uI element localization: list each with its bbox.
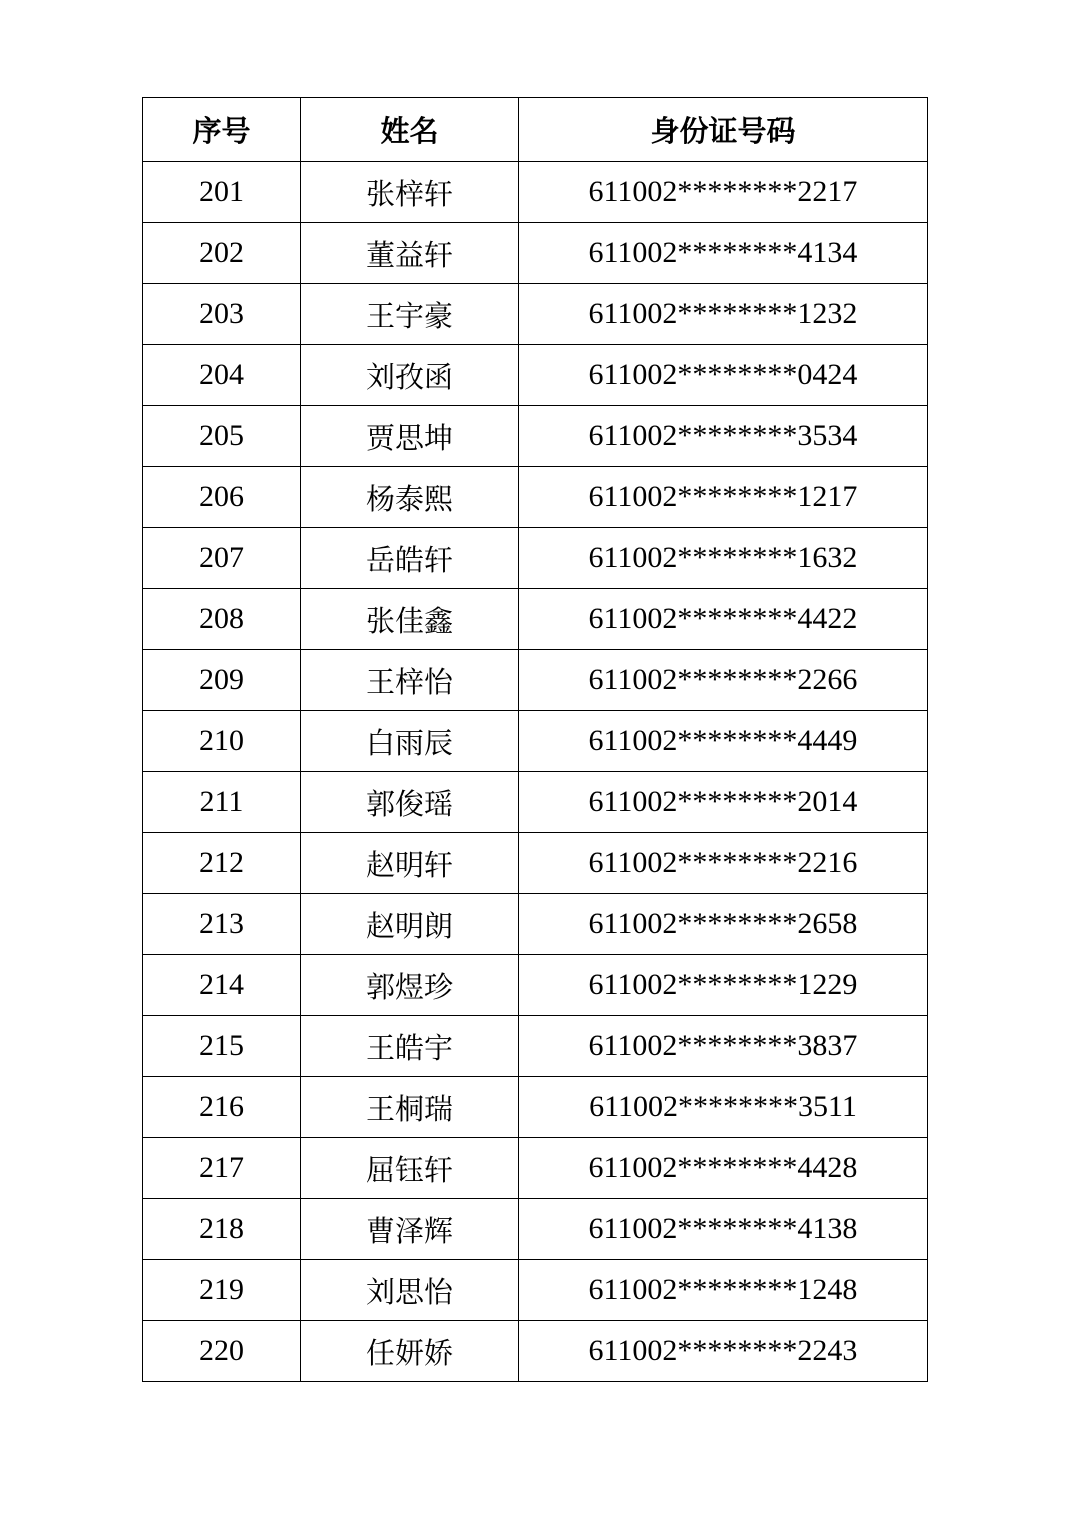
table-row (143, 528, 928, 589)
table-row (143, 1138, 928, 1199)
table-row (143, 1199, 928, 1260)
serial-number-cell: 205 (143, 406, 301, 467)
serial-number-cell: 214 (143, 955, 301, 1016)
id-number-cell: 611002********4422 (519, 589, 928, 650)
serial-number-cell: 210 (143, 711, 301, 772)
header-serial-number: 序号 (143, 98, 301, 162)
table-row (143, 711, 928, 772)
table-row (143, 1260, 928, 1321)
serial-number-cell: 215 (143, 1016, 301, 1077)
name-cell: 岳皓轩 (301, 528, 519, 589)
table-row (143, 162, 928, 223)
id-number-cell: 611002********2658 (519, 894, 928, 955)
name-cell: 张梓轩 (301, 162, 519, 223)
table-row (143, 955, 928, 1016)
serial-number-cell: 203 (143, 284, 301, 345)
id-number-cell: 611002********3837 (519, 1016, 928, 1077)
id-number-cell: 611002********0424 (519, 345, 928, 406)
table-row (143, 345, 928, 406)
serial-number-cell: 218 (143, 1199, 301, 1260)
name-cell: 任妍娇 (301, 1321, 519, 1382)
table-row (143, 406, 928, 467)
id-number-cell: 611002********1217 (519, 467, 928, 528)
table-body (143, 162, 928, 1382)
roster-table (142, 97, 928, 1382)
id-number-cell: 611002********1248 (519, 1260, 928, 1321)
name-cell: 王梓怡 (301, 650, 519, 711)
serial-number-cell: 202 (143, 223, 301, 284)
id-number-cell: 611002********4138 (519, 1199, 928, 1260)
serial-number-cell: 217 (143, 1138, 301, 1199)
table-row (143, 772, 928, 833)
id-number-cell: 611002********4449 (519, 711, 928, 772)
table-row (143, 1077, 928, 1138)
id-number-cell: 611002********2217 (519, 162, 928, 223)
table-row (143, 894, 928, 955)
name-cell: 郭煜珍 (301, 955, 519, 1016)
name-cell: 赵明朗 (301, 894, 519, 955)
name-cell: 王桐瑞 (301, 1077, 519, 1138)
serial-number-cell: 204 (143, 345, 301, 406)
id-number-cell: 611002********4428 (519, 1138, 928, 1199)
id-number-cell: 611002********2014 (519, 772, 928, 833)
id-number-cell: 611002********1632 (519, 528, 928, 589)
serial-number-cell: 219 (143, 1260, 301, 1321)
id-number-cell: 611002********2266 (519, 650, 928, 711)
table-row (143, 1321, 928, 1382)
name-cell: 屈钰轩 (301, 1138, 519, 1199)
serial-number-cell: 206 (143, 467, 301, 528)
id-number-cell: 611002********3511 (519, 1077, 928, 1138)
id-number-cell: 611002********1232 (519, 284, 928, 345)
name-cell: 王宇豪 (301, 284, 519, 345)
id-number-cell: 611002********4134 (519, 223, 928, 284)
serial-number-cell: 207 (143, 528, 301, 589)
header-id-number: 身份证号码 (519, 98, 928, 162)
id-number-cell: 611002********3534 (519, 406, 928, 467)
table-row (143, 833, 928, 894)
table-row (143, 650, 928, 711)
table-row (143, 284, 928, 345)
name-cell: 王皓宇 (301, 1016, 519, 1077)
id-number-cell: 611002********2216 (519, 833, 928, 894)
id-number-cell: 611002********2243 (519, 1321, 928, 1382)
id-number-cell: 611002********1229 (519, 955, 928, 1016)
serial-number-cell: 220 (143, 1321, 301, 1382)
name-cell: 杨泰熙 (301, 467, 519, 528)
serial-number-cell: 208 (143, 589, 301, 650)
serial-number-cell: 216 (143, 1077, 301, 1138)
serial-number-cell: 211 (143, 772, 301, 833)
table-row (143, 467, 928, 528)
name-cell: 张佳鑫 (301, 589, 519, 650)
serial-number-cell: 201 (143, 162, 301, 223)
serial-number-cell: 212 (143, 833, 301, 894)
name-cell: 白雨辰 (301, 711, 519, 772)
table-row (143, 589, 928, 650)
name-cell: 刘孜函 (301, 345, 519, 406)
table-header-row (143, 98, 928, 162)
name-cell: 郭俊瑶 (301, 772, 519, 833)
name-cell: 贾思坤 (301, 406, 519, 467)
name-cell: 曹泽辉 (301, 1199, 519, 1260)
name-cell: 赵明轩 (301, 833, 519, 894)
serial-number-cell: 213 (143, 894, 301, 955)
table-row (143, 223, 928, 284)
serial-number-cell: 209 (143, 650, 301, 711)
header-name: 姓名 (301, 98, 519, 162)
name-cell: 董益轩 (301, 223, 519, 284)
name-cell: 刘思怡 (301, 1260, 519, 1321)
table-row (143, 1016, 928, 1077)
